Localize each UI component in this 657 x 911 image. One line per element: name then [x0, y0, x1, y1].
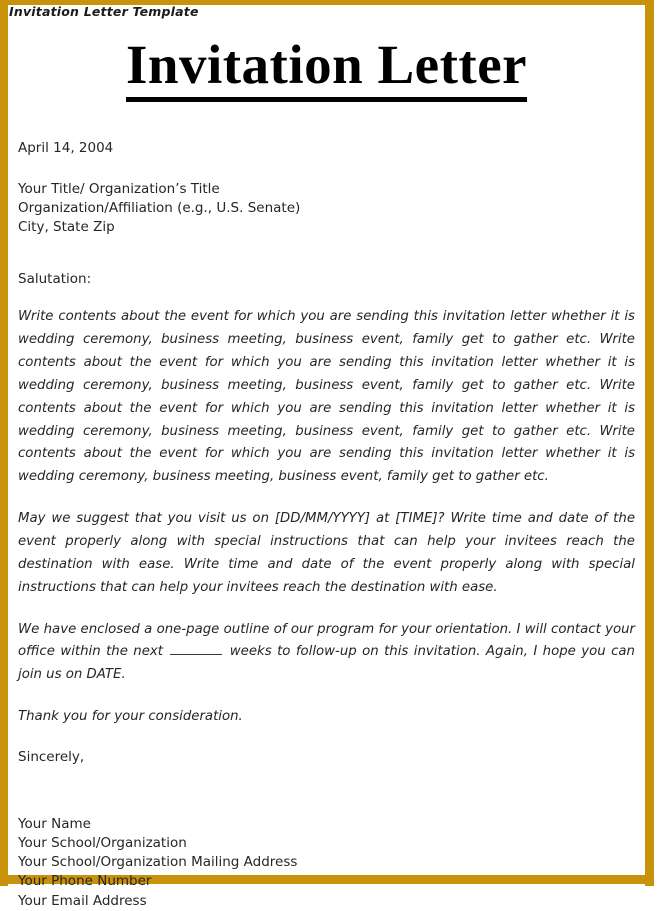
recipient-address-block [18, 180, 635, 237]
fill-in-blank-weeks[interactable] [170, 654, 222, 655]
signature-organization: Your School/Organization [18, 835, 187, 852]
letter-date: April 14, 2004 [18, 139, 114, 156]
page-title: Invitation Letter [126, 36, 527, 102]
recipient-organization-line: Organization/Affiliation (e.g., U.S. Senate) [18, 199, 301, 216]
signature-phone-number: Your Phone Number [18, 873, 152, 890]
letter-content [8, 140, 645, 911]
signature-block [18, 815, 635, 911]
body-paragraph-3-text-before-blank: We have enclosed a one-page outline of our program for your orientation. I will contact your office within the next [18, 621, 635, 660]
closing-line: Sincerely, [18, 748, 85, 765]
body-paragraph-1: Write contents about the event for which you are sending this invitation letter whether it is wedding ceremony, business meeting, business event, family get to gather etc. Write contents about the event for which you are sending this invitation letter whether it is wedding ceremony, business meeting, business event, family get to gather etc. Write contents about the event for which you are sending this invitation letter whether it is wedding ceremony, business meeting, business event, family get to gather etc. Write contents about the event for which you are sending this invitation letter whether it is wedding ceremony, business meeting, business event, family get to gather etc. [18, 309, 635, 485]
signature-email-address: Your Email Address [18, 892, 147, 909]
page-border-right [645, 0, 654, 886]
recipient-city-state-zip-line: City, State Zip [18, 219, 115, 236]
body-paragraph-3 [18, 619, 635, 688]
title-container [8, 22, 645, 102]
recipient-title-line: Your Title/ Organization’s Title [18, 180, 220, 197]
signature-mailing-address: Your School/Organization Mailing Address [18, 854, 298, 871]
document-header-caption: Invitation Letter Template [9, 4, 199, 19]
body-paragraph-2: May we suggest that you visit us on [DD/MM/YYYY] at [TIME]? Write time and date of the event properly along with special instructions that can help your invitees reach the destination with ease. Write time and date of the event properly along with special instructions that can help your invitees reach the destination with ease. [18, 511, 635, 595]
signature-name: Your Name [18, 815, 91, 832]
body-paragraph-3-text-after-blank: weeks to follow-up on this invitation. Again, I hope you can join us on DATE. [18, 644, 635, 683]
salutation-line: Salutation: [18, 271, 92, 288]
body-paragraph-4: Thank you for your consideration. [18, 709, 243, 725]
letter-sheet [8, 22, 645, 909]
page-border-left [0, 0, 8, 886]
